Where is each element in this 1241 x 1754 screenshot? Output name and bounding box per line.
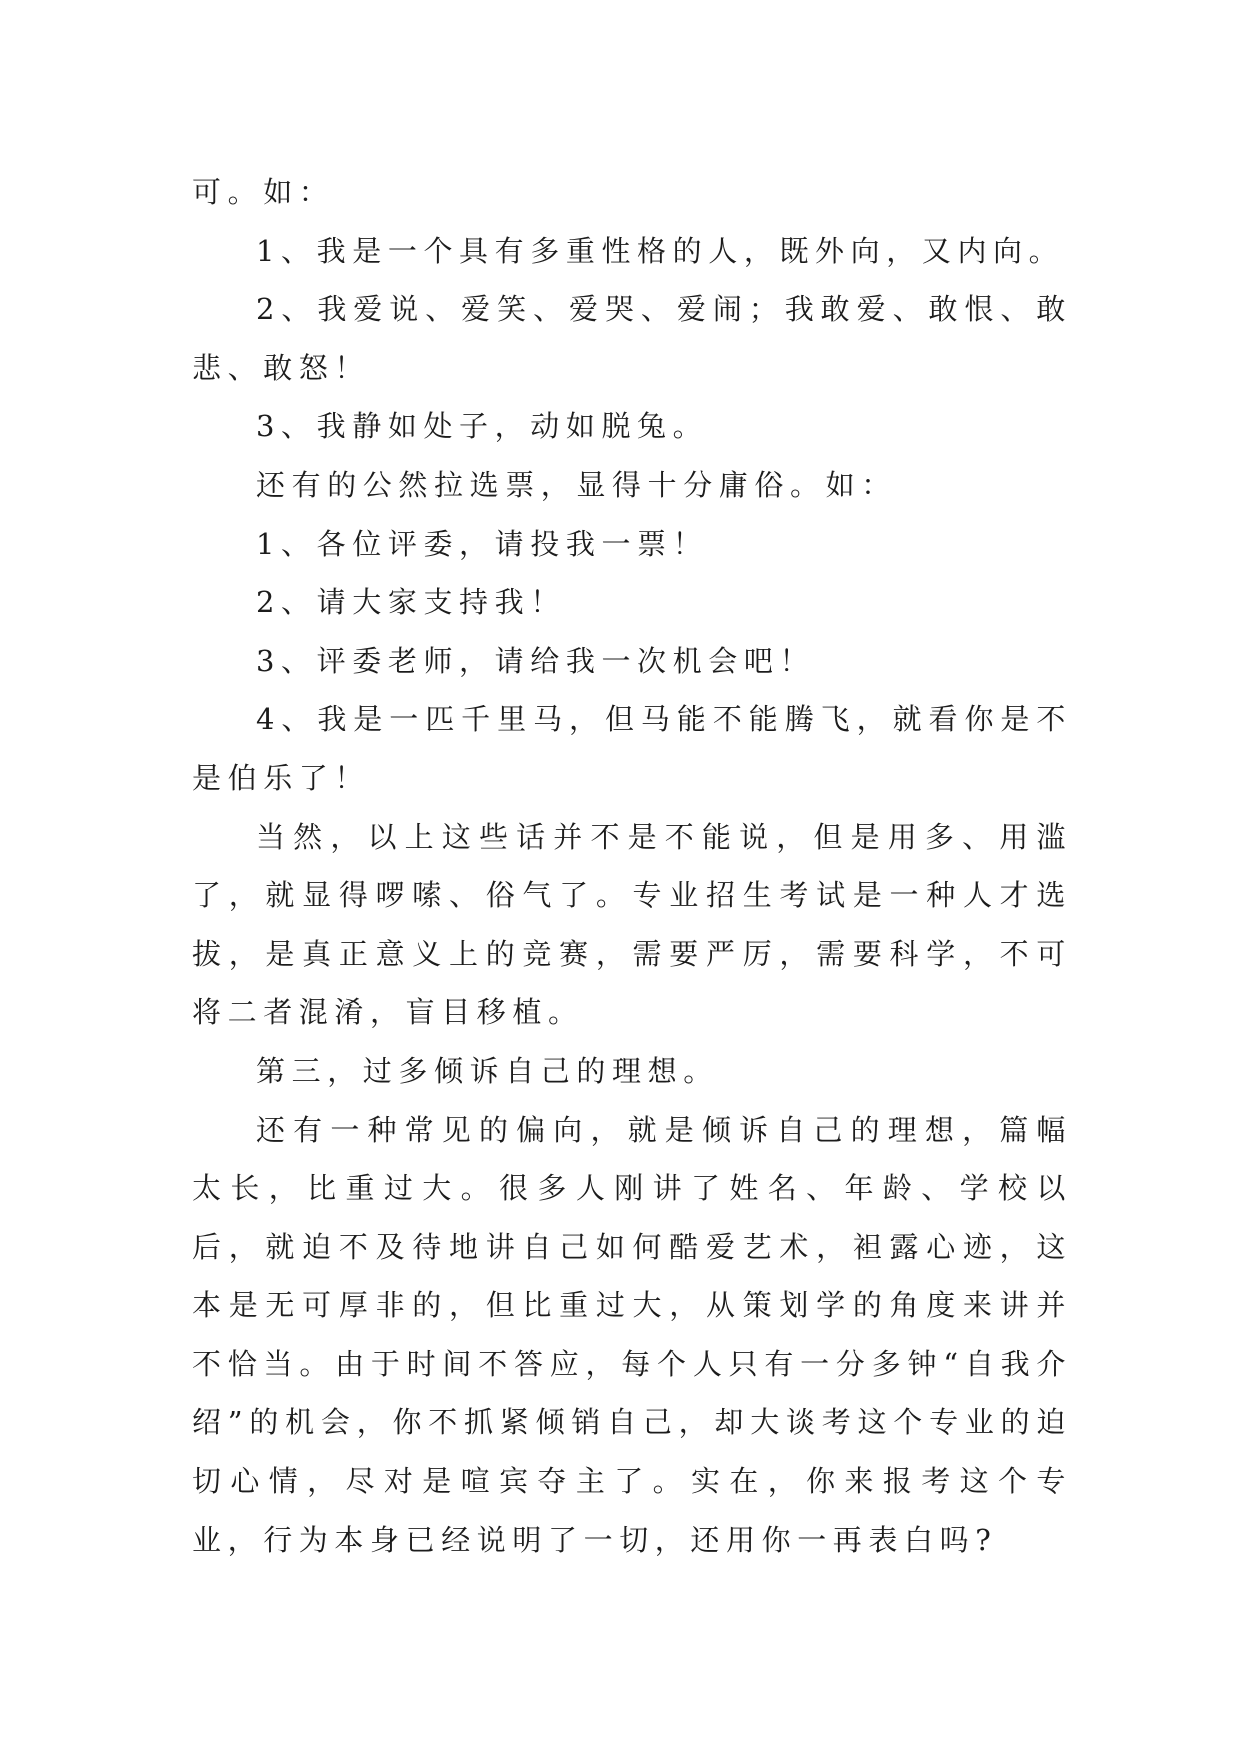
paragraph-continuation: 可。如： [192,175,335,209]
paragraph-ideals: 还有一种常见的偏向，就是倾诉自己的理想，篇幅太长，比重过大。很多人刚讲了姓名、年龄、学校以后，就迫不及待地讲自己如何酷爱艺术，袒露心迹，这本是无可厚非的，但比重过大，从策划学的角度来讲并不恰当。由于时间不答应，每个人只有一分多钟“自我介绍”的机会，你不抓紧倾销自己，却大谈考这个专业的迫切心情，尽对是喧宾夺主了。实在，你来报考这个专业，行为本身已经说明了一切，还用你一再表白吗? [192,1112,1072,1557]
paragraph-canvass-votes: 还有的公然拉选票，显得十分庸俗。如： [256,467,897,502]
paragraph-overuse: 当然，以上这些话并不是不能说，但是用多、用滥了，就显得啰嗦、俗气了。专业招生考试是一种人才选拔，是真正意义上的竞赛，需要严厉，需要科学，不可将二者混淆，盲目移植。 [192,819,1072,1030]
list-item-give-chance: 3、评委老师，请给我一次机会吧！ [256,643,816,678]
list-item-quiet-active: 3、我静如处子，动如脱兔。 [256,409,709,444]
list-item-multiple-personality: 1、我是一个具有多重性格的人，既外向，又内向。 [256,233,1065,268]
list-item-emotions: 2、我爱说、爱笑、爱哭、爱闹；我敢爱、敢恨、敢悲、敢怒！ [192,292,1072,385]
list-item-vote-for-me: 1、各位评委，请投我一票！ [256,526,709,561]
list-item-thousand-li-horse: 4、我是一匹千里马，但马能不能腾飞，就看你是不是伯乐了！ [192,702,1072,795]
section-heading-third: 第三，过多倾诉自己的理想。 [256,1053,719,1088]
document-body [192,163,1072,1569]
list-item-support-me: 2、请大家支持我！ [256,585,566,620]
